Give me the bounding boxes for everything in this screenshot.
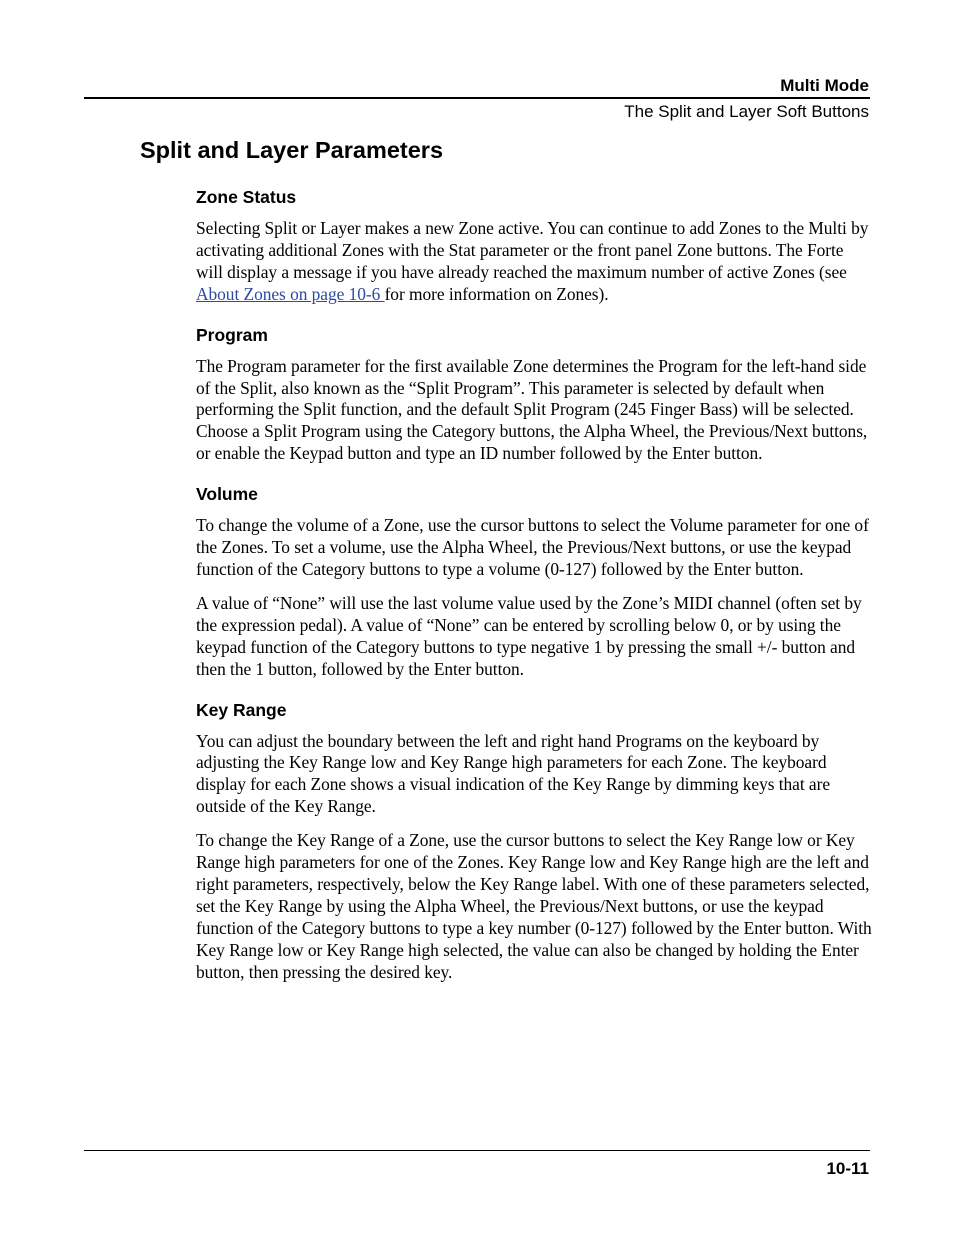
page-number: 10-11 xyxy=(826,1159,869,1178)
about-zones-link[interactable]: About Zones on page 10-6 xyxy=(196,283,385,304)
page-content xyxy=(196,185,872,983)
volume-paragraph-1: To change the volume of a Zone, use the cursor buttons to select the Volume parameter for one of the Zones. To set a volume, use the Alpha Wheel, the Previous/Next buttons, or use the keypad function of the Category buttons to type a volume (0-127) followed by the Enter button. xyxy=(196,515,869,579)
footer-divider xyxy=(84,1150,870,1151)
volume-paragraph-2: A value of “None” will use the last volume value used by the Zone’s MIDI channel (often set by the expression pedal). A value of “None” can be entered by scrolling below 0, or by using the keypad function of the Category buttons to type negative 1 by pressing the small +/- button and then the 1 button, followed by the Enter button. xyxy=(196,592,862,679)
program-heading: Program xyxy=(196,324,268,345)
zone-status-paragraph xyxy=(196,218,872,306)
running-header-section: The Split and Layer Soft Buttons xyxy=(624,102,869,121)
program-paragraph: The Program parameter for the first available Zone determines the Program for the left-hand side of the Split, also known as the “Split Program”. This parameter is selected by default when performing the Split function, and the default Split Program (245 Finger Bass) will be selected. Choose a Split Program using the Category buttons, the Alpha Wheel, the Previous/​Next buttons, or enable the Keypad button and type an ID number followed by the Enter button. xyxy=(196,355,868,464)
key-range-heading: Key Range xyxy=(196,699,287,720)
volume-heading: Volume xyxy=(196,484,258,505)
key-range-paragraph-1: You can adjust the boundary between the left and right hand Programs on the keyboard by adjusting the Key Range low and Key Range high parameters for each Zone. The keyboard display for each Zone shows a visual indication of the Key Range by dimming keys that are outside of the Key Range. xyxy=(196,730,831,817)
zone-status-text-after-link: for more information on Zones). xyxy=(384,283,609,304)
page-title: Split and Layer Parameters xyxy=(140,137,444,163)
running-header-chapter: Multi Mode xyxy=(780,76,869,95)
zone-status-text-before-link: Selecting Split or Layer makes a new Zone active. You can continue to add Zones to the Multi by activating additional Zones with the Stat parameter or the front panel Zone buttons. The Forte will display a message if you have already reached the maximum number of active Zones (see xyxy=(196,218,869,282)
zone-status-heading: Zone Status xyxy=(196,187,297,207)
key-range-paragraph-2: To change the Key Range of a Zone, use the cursor buttons to select the Key Range low or Key Range high parameters for one of the Zones. Key Range low and Key Range high are the left and right parameters, respectively, below the Key Range label. With one of these parameters selected, set the Key Range by using the Alpha Wheel, the Previous/Next buttons, or use the keypad function of the Category buttons to type a key number (0-127) followed by the Enter button. With Key Range low or Key Range high selected, the value can also be changed by holding the Enter button, then pressing the desired key. xyxy=(196,830,872,982)
header-divider xyxy=(84,97,870,99)
